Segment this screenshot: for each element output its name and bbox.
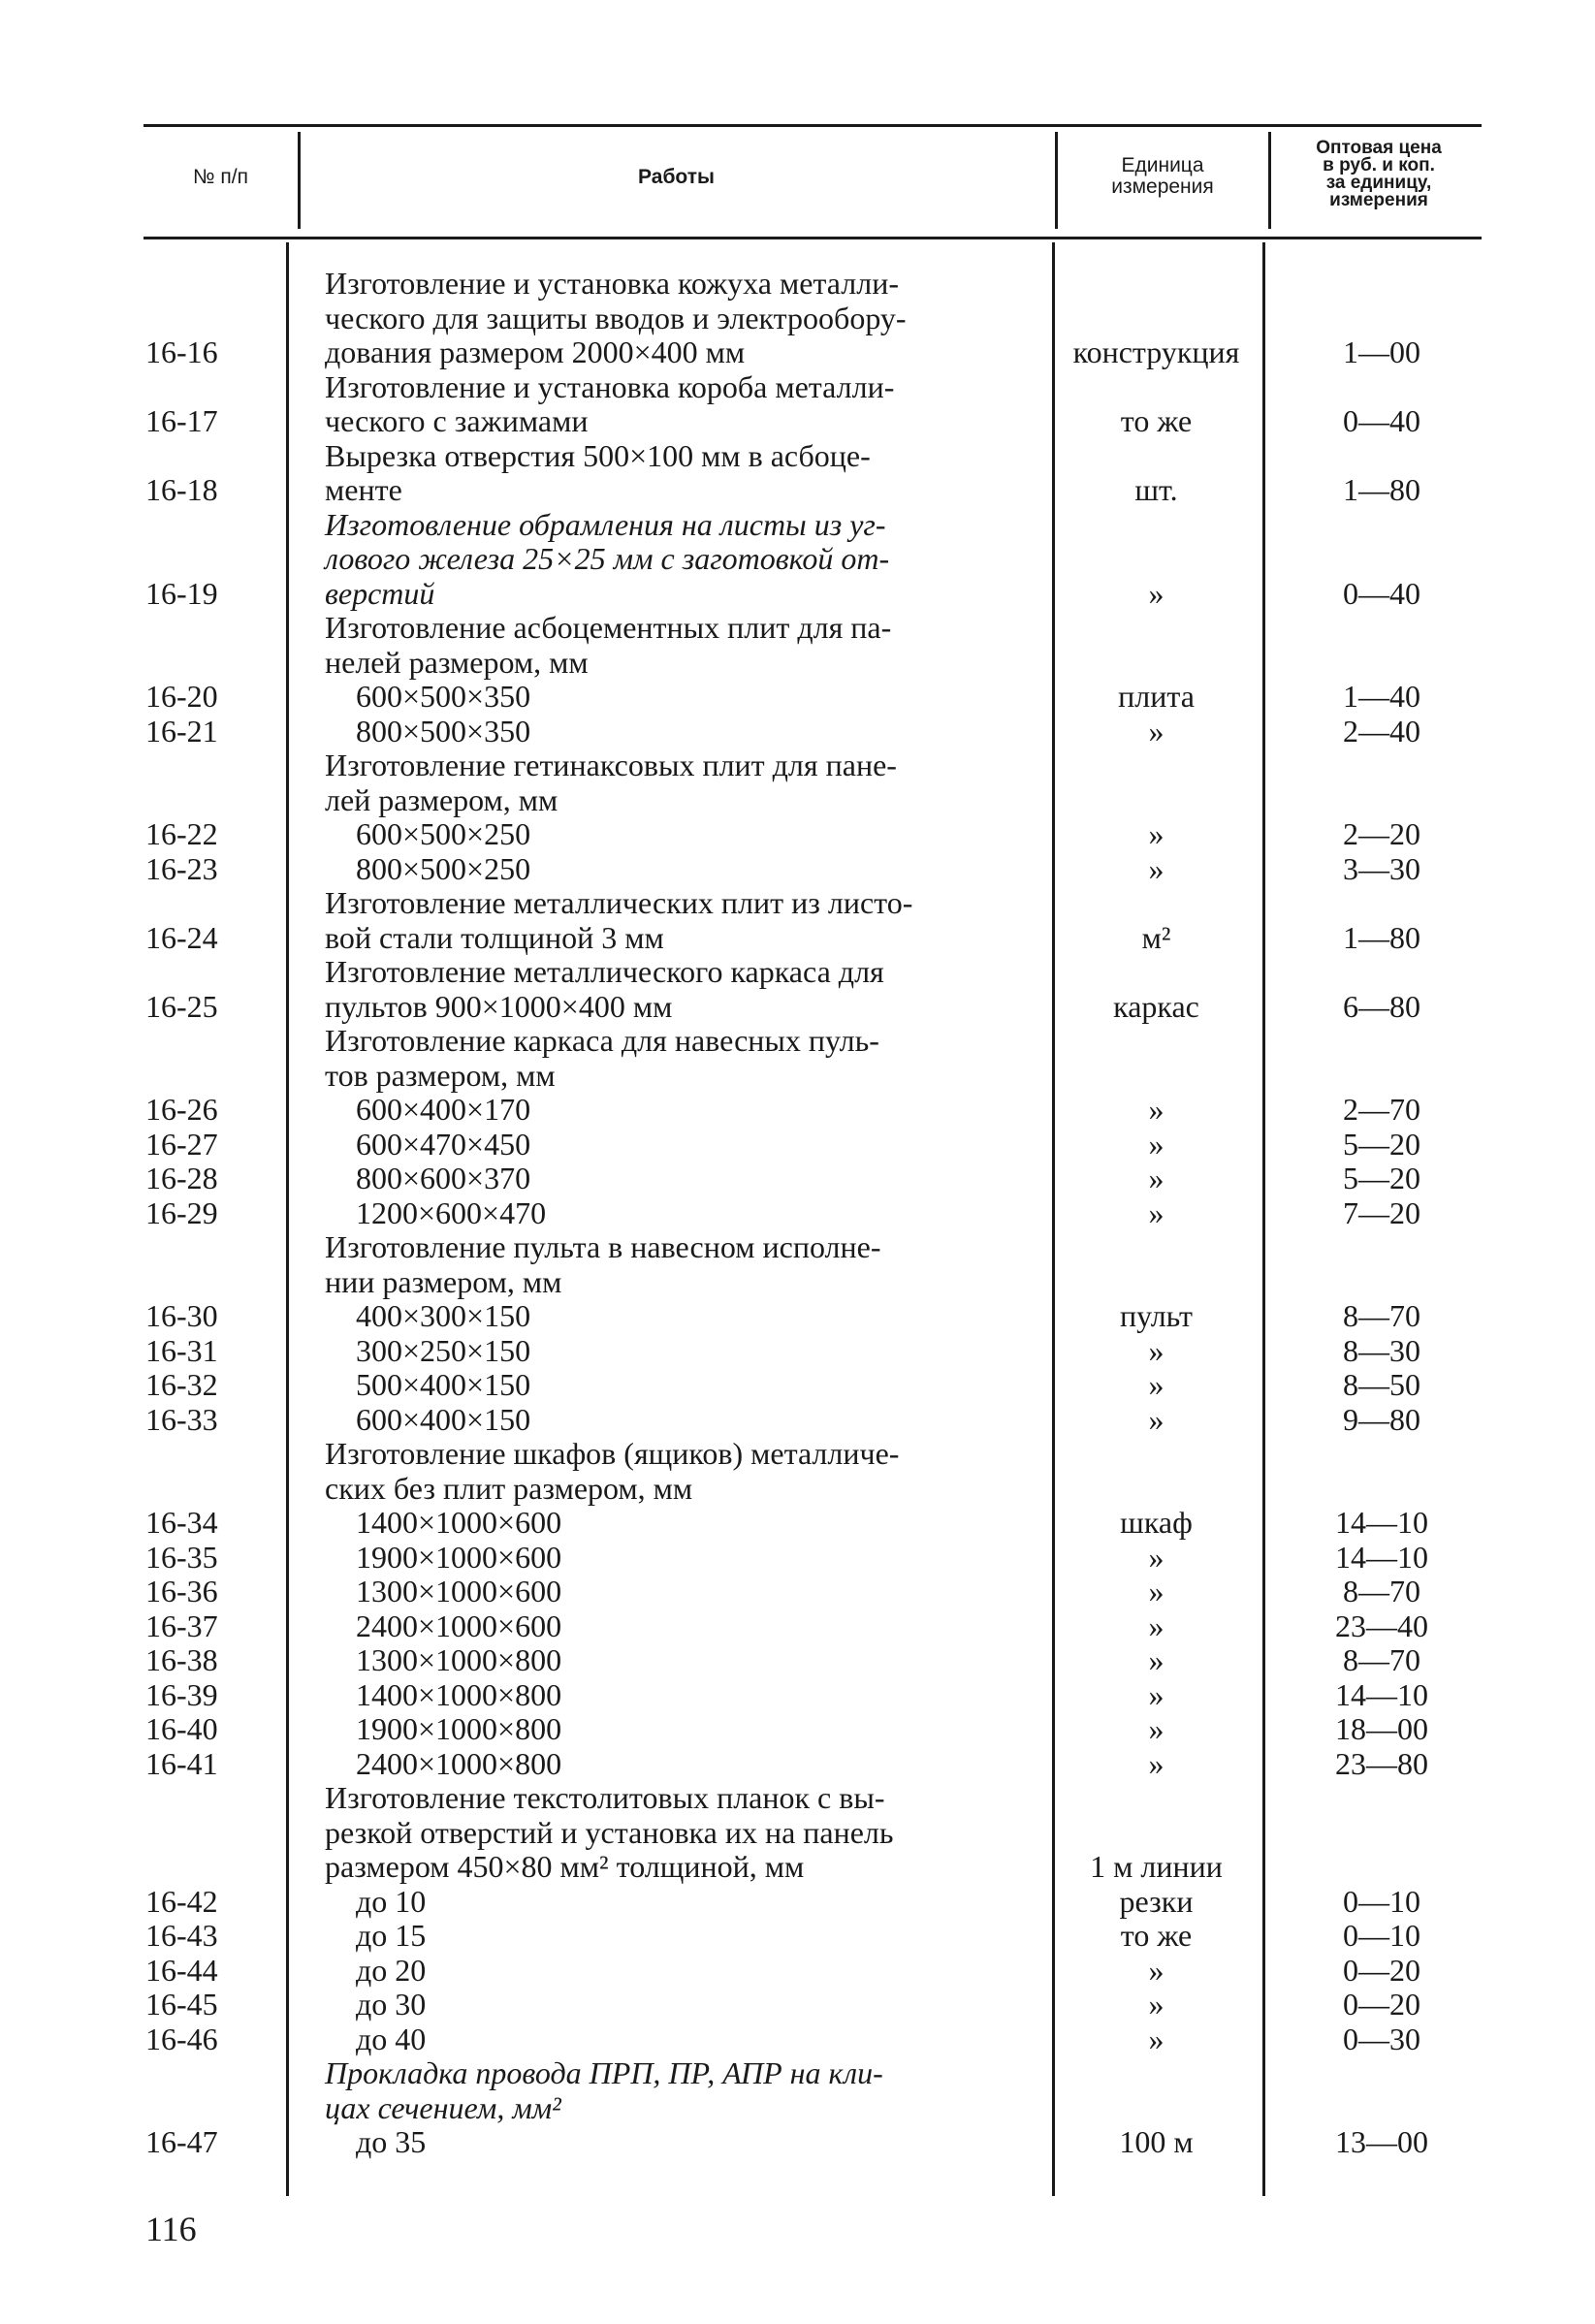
table-row (0, 1437, 1595, 1506)
row-price: 2—40 (1343, 713, 1420, 748)
row-work-description (325, 886, 1042, 955)
row-unit: то же (1120, 403, 1193, 438)
row-unit: » (1148, 1711, 1164, 1746)
header-number: № п/п (193, 166, 248, 188)
row-work-description (325, 1128, 1042, 1162)
row-number: 16-36 (145, 1574, 218, 1608)
row-number: 16-17 (145, 403, 218, 438)
header-unit (1059, 155, 1266, 198)
row-unit: » (1148, 1574, 1164, 1608)
table-row (0, 1850, 1595, 1885)
row-number: 16-33 (145, 1401, 218, 1437)
row-unit: каркас (1113, 988, 1199, 1024)
row-work-description (325, 1437, 1042, 1506)
row-number: 16-45 (145, 1987, 218, 2022)
work-line: Изготовление обрамления на листы из уг- (325, 506, 886, 542)
work-line: цах сечением, мм² (325, 2089, 561, 2125)
row-price: 13—00 (1335, 2124, 1428, 2159)
row-price: 1—00 (1343, 334, 1420, 369)
row-price: 23—40 (1335, 1608, 1428, 1643)
work-line: нелей размером, мм (325, 644, 589, 680)
table-row (0, 508, 1595, 612)
row-price: 0—10 (1343, 1883, 1420, 1919)
work-line: Прокладка провода ПРП, ПР, АПР на кли- (325, 2055, 883, 2090)
row-number: 16-47 (145, 2124, 218, 2159)
row-unit: » (1148, 1161, 1164, 1195)
column-divider-3 (1268, 132, 1271, 229)
row-unit: » (1148, 1642, 1164, 1677)
row-work-description (325, 508, 1042, 612)
row-number: 16-44 (145, 1952, 218, 1988)
row-unit: » (1148, 1332, 1164, 1368)
row-work-description (325, 370, 1042, 439)
work-line: ческого с зажимами (325, 403, 589, 438)
header-works: Работы (638, 166, 715, 188)
row-unit: » (1148, 1676, 1164, 1712)
row-price: 8—50 (1343, 1367, 1420, 1402)
row-unit: » (1148, 1745, 1164, 1781)
table-row (0, 1781, 1595, 1850)
header-price-line2: в руб. и коп. (1323, 155, 1435, 175)
work-line: резкой отверстий и установка их на панель (325, 1814, 894, 1850)
table-row (0, 1575, 1595, 1609)
row-price: 9—80 (1343, 1401, 1420, 1437)
row-unit: шт. (1134, 472, 1178, 507)
row-work-description (325, 1850, 1042, 1885)
row-unit: 100 м (1119, 2124, 1194, 2159)
row-unit: » (1148, 1367, 1164, 1402)
table-row (0, 817, 1595, 852)
table-row (0, 1988, 1595, 2022)
work-line: 1400×1000×600 (356, 1505, 562, 1540)
row-number: 16-22 (145, 816, 218, 851)
row-number: 16-41 (145, 1745, 218, 1781)
table-row (0, 2125, 1595, 2160)
work-line: Изготовление гетинаксовых плит для пане- (325, 748, 897, 782)
row-work-description (325, 611, 1042, 680)
row-work-description (325, 439, 1042, 508)
row-number: 16-18 (145, 472, 218, 507)
row-price: 3—30 (1343, 850, 1420, 886)
row-number: 16-25 (145, 988, 218, 1024)
row-price: 0—10 (1343, 1918, 1420, 1953)
row-unit: резки (1119, 1883, 1194, 1919)
row-price: 1—40 (1343, 679, 1420, 714)
row-unit: 1 м линии (1090, 1849, 1223, 1884)
row-work-description (325, 1541, 1042, 1576)
row-number: 16-34 (145, 1505, 218, 1540)
table-row (0, 2022, 1595, 2057)
table-row (0, 852, 1595, 887)
row-number: 16-38 (145, 1642, 218, 1677)
row-unit: » (1148, 1401, 1164, 1437)
row-number: 16-16 (145, 334, 218, 369)
table-row (0, 1885, 1595, 1920)
work-line: тов размером, мм (325, 1057, 556, 1093)
row-number: 16-39 (145, 1676, 218, 1712)
header-unit-line2: измерения (1111, 175, 1214, 198)
row-price: 0—40 (1343, 403, 1420, 438)
row-work-description (325, 1024, 1042, 1093)
table-row (0, 1162, 1595, 1196)
work-line: Изготовление металлических плит из листо- (325, 885, 913, 920)
table-row (0, 1747, 1595, 1782)
table-row (0, 715, 1595, 749)
work-line: 600×470×450 (356, 1126, 531, 1162)
table-row (0, 886, 1595, 955)
row-number: 16-43 (145, 1918, 218, 1953)
row-number: 16-26 (145, 1092, 218, 1127)
work-line: 2400×1000×600 (356, 1608, 562, 1643)
table-row (0, 1024, 1595, 1093)
work-line: 1900×1000×800 (356, 1711, 562, 1746)
table-row (0, 1506, 1595, 1541)
table-row (0, 1196, 1595, 1231)
row-price: 23—80 (1335, 1745, 1428, 1781)
row-work-description (325, 2056, 1042, 2125)
table-row (0, 1609, 1595, 1644)
row-price: 8—70 (1343, 1574, 1420, 1608)
work-line: Изготовление металлического каркаса для (325, 954, 884, 989)
table-row (0, 1334, 1595, 1369)
row-work-description (325, 1334, 1042, 1369)
row-unit: » (1148, 713, 1164, 748)
row-price: 1—80 (1343, 919, 1420, 955)
row-work-description (325, 852, 1042, 887)
row-number: 16-19 (145, 575, 218, 611)
row-price: 8—30 (1343, 1332, 1420, 1368)
work-line: Вырезка отверстия 500×100 мм в асбоце- (325, 437, 871, 473)
table-row (0, 1368, 1595, 1403)
row-work-description (325, 748, 1042, 817)
row-number: 16-42 (145, 1883, 218, 1919)
row-work-description (325, 1196, 1042, 1231)
row-number: 16-21 (145, 713, 218, 748)
row-work-description (325, 715, 1042, 749)
row-work-description (325, 1506, 1042, 1541)
row-unit: » (1148, 1126, 1164, 1162)
table-row (0, 370, 1595, 439)
table-row (0, 1919, 1595, 1954)
row-work-description (325, 1609, 1042, 1644)
row-price: 8—70 (1343, 1298, 1420, 1333)
row-work-description (325, 1988, 1042, 2022)
table-row (0, 680, 1595, 715)
table-row (0, 1643, 1595, 1678)
row-price: 14—10 (1335, 1539, 1428, 1575)
row-number: 16-40 (145, 1711, 218, 1746)
row-price: 5—20 (1343, 1126, 1420, 1162)
work-line: нии размером, мм (325, 1263, 562, 1299)
row-number: 16-32 (145, 1367, 218, 1402)
work-line: до 40 (356, 2021, 427, 2056)
row-number: 16-28 (145, 1161, 218, 1195)
work-line: размером 450×80 мм² толщиной, мм (325, 1849, 805, 1884)
work-line: 800×500×350 (356, 713, 531, 748)
table-row (0, 1230, 1595, 1299)
work-line: ческого для защиты вводов и электрообору- (325, 300, 907, 335)
work-line: 600×400×150 (356, 1401, 531, 1437)
row-price: 18—00 (1335, 1711, 1428, 1746)
work-line: 300×250×150 (356, 1332, 531, 1368)
row-work-description (325, 680, 1042, 715)
work-line: вой стали толщиной 3 мм (325, 919, 664, 955)
table-top-rule (144, 124, 1482, 127)
work-line: лей размером, мм (325, 781, 558, 817)
row-work-description (325, 955, 1042, 1024)
row-number: 16-20 (145, 679, 218, 714)
table-row (0, 267, 1595, 370)
work-line: 600×500×250 (356, 816, 531, 851)
table-row (0, 1541, 1595, 1576)
table-row (0, 1299, 1595, 1334)
table-row (0, 1403, 1595, 1438)
work-line: 2400×1000×800 (356, 1745, 562, 1781)
row-price: 14—10 (1335, 1676, 1428, 1712)
row-number: 16-24 (145, 919, 218, 955)
work-line: Изготовление асбоцементных плит для па- (325, 610, 892, 645)
work-line: пультов 900×1000×400 мм (325, 988, 673, 1024)
table-row (0, 748, 1595, 817)
row-number: 16-29 (145, 1194, 218, 1230)
table-row (0, 2056, 1595, 2125)
row-number: 16-30 (145, 1298, 218, 1333)
work-line: до 15 (356, 1918, 427, 1953)
row-number: 16-46 (145, 2021, 218, 2056)
row-work-description (325, 1403, 1042, 1438)
work-line: дования размером 2000×400 мм (325, 334, 746, 369)
row-unit: » (1148, 2021, 1164, 2056)
work-line: до 35 (356, 2124, 427, 2159)
work-line: 1900×1000×600 (356, 1539, 562, 1575)
header-price-line1: Оптовая цена (1316, 138, 1442, 158)
row-work-description (325, 1162, 1042, 1196)
header-unit-line1: Единица (1121, 154, 1204, 176)
work-line: Изготовление пульта в навесном исполне- (325, 1229, 881, 1264)
work-line: 500×400×150 (356, 1367, 531, 1402)
row-work-description (325, 817, 1042, 852)
row-unit: » (1148, 1608, 1164, 1643)
row-price: 6—80 (1343, 988, 1420, 1024)
row-work-description (325, 1093, 1042, 1128)
table-row (0, 1712, 1595, 1747)
work-line: 800×600×370 (356, 1161, 531, 1195)
table-row (0, 1093, 1595, 1128)
header-bottom-rule (144, 237, 1482, 239)
table-row (0, 1128, 1595, 1162)
table-row (0, 1954, 1595, 1989)
row-work-description (325, 1368, 1042, 1403)
row-price: 0—40 (1343, 575, 1420, 611)
row-price: 0—30 (1343, 2021, 1420, 2056)
work-line: 1200×600×470 (356, 1194, 547, 1230)
row-work-description (325, 1954, 1042, 1989)
page-number: 116 (145, 2210, 197, 2248)
column-divider-2 (1055, 132, 1058, 229)
row-work-description (325, 267, 1042, 370)
work-line: Изготовление и установка короба металли- (325, 368, 895, 404)
row-unit: » (1148, 1194, 1164, 1230)
row-unit: » (1148, 1092, 1164, 1127)
row-work-description (325, 1885, 1042, 1920)
work-line: Изготовление текстолитовых планок с вы- (325, 1780, 885, 1815)
row-work-description (325, 1299, 1042, 1334)
row-unit: » (1148, 850, 1164, 886)
work-line: 1300×1000×600 (356, 1574, 562, 1608)
row-number: 16-35 (145, 1539, 218, 1575)
row-unit: конструкция (1072, 334, 1240, 369)
row-unit: » (1148, 1987, 1164, 2022)
table-row (0, 439, 1595, 508)
work-line: 800×500×250 (356, 850, 531, 886)
row-work-description (325, 1781, 1042, 1850)
work-line: до 20 (356, 1952, 427, 1988)
header-price (1272, 140, 1485, 209)
work-line: до 10 (356, 1883, 427, 1919)
work-line: Изготовление каркаса для навесных пуль- (325, 1023, 879, 1058)
row-number: 16-31 (145, 1332, 218, 1368)
row-price: 0—20 (1343, 1987, 1420, 2022)
row-unit: плита (1118, 679, 1195, 714)
row-unit: » (1148, 816, 1164, 851)
work-line: до 30 (356, 1987, 427, 2022)
table-row (0, 611, 1595, 680)
work-line: менте (325, 472, 402, 507)
row-unit: » (1148, 575, 1164, 611)
table-body (0, 267, 1595, 2160)
row-work-description (325, 1712, 1042, 1747)
row-work-description (325, 2125, 1042, 2160)
row-unit: пульт (1119, 1298, 1194, 1333)
work-line: лового железа 25×25 мм с заготовкой от- (325, 541, 890, 576)
row-price: 2—70 (1343, 1092, 1420, 1127)
row-work-description (325, 1747, 1042, 1782)
row-price: 1—80 (1343, 472, 1420, 507)
work-line: Изготовление шкафов (ящиков) металличе- (325, 1436, 900, 1471)
work-line: 600×400×170 (356, 1092, 531, 1127)
row-price: 14—10 (1335, 1505, 1428, 1540)
row-work-description (325, 1643, 1042, 1678)
table-row (0, 955, 1595, 1024)
row-work-description (325, 2022, 1042, 2057)
header-price-line3: за единицу, (1325, 173, 1432, 193)
row-number: 16-37 (145, 1608, 218, 1643)
work-line: 1300×1000×800 (356, 1642, 562, 1677)
row-price: 0—20 (1343, 1952, 1420, 1988)
row-unit: » (1148, 1952, 1164, 1988)
row-unit: шкаф (1120, 1505, 1193, 1540)
header-price-line4: измерения (1329, 190, 1428, 210)
row-price: 8—70 (1343, 1642, 1420, 1677)
row-work-description (325, 1919, 1042, 1954)
work-line: 600×500×350 (356, 679, 531, 714)
row-unit: » (1148, 1539, 1164, 1575)
work-line: 400×300×150 (356, 1298, 531, 1333)
work-line: верстий (325, 575, 435, 611)
table-row (0, 1678, 1595, 1713)
row-work-description (325, 1230, 1042, 1299)
work-line: 1400×1000×800 (356, 1676, 562, 1712)
work-line: Изготовление и установка кожуха металли- (325, 266, 899, 301)
row-price: 2—20 (1343, 816, 1420, 851)
row-work-description (325, 1678, 1042, 1713)
row-price: 5—20 (1343, 1161, 1420, 1195)
row-unit: м² (1141, 919, 1171, 955)
row-number: 16-23 (145, 850, 218, 886)
row-work-description (325, 1575, 1042, 1609)
row-unit: то же (1120, 1918, 1193, 1953)
row-price: 7—20 (1343, 1194, 1420, 1230)
row-number: 16-27 (145, 1126, 218, 1162)
work-line: ских без плит размером, мм (325, 1470, 693, 1506)
